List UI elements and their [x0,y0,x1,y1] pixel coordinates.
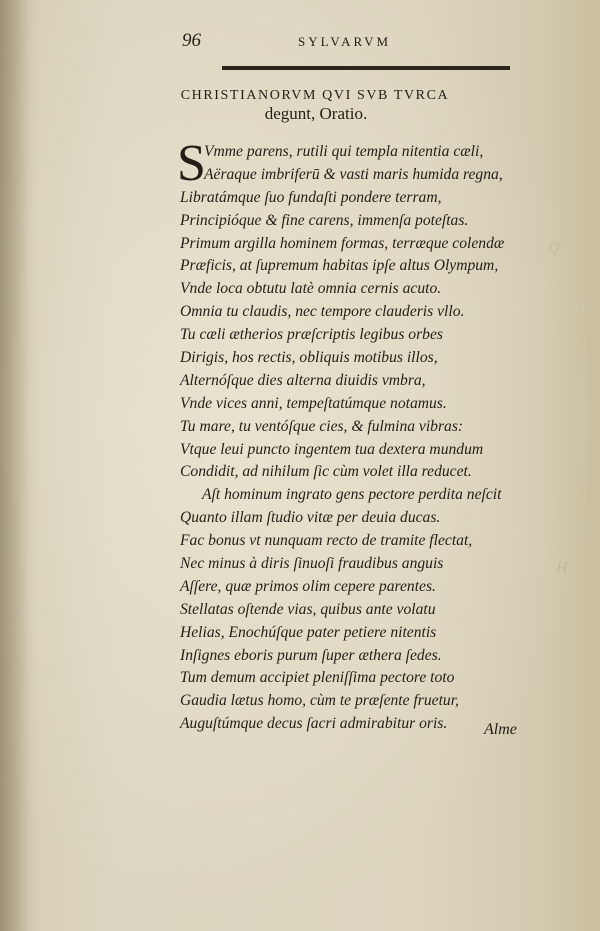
verse-line: Aſſere, quæ primos olim cepere parentes. [180,577,436,595]
verse-line: Helias, Enochúſque pater petiere nitentis [180,623,437,641]
verse-line: Libratámque ſuo fundaſti pondere terram, [180,188,442,206]
verse-line: Omnia tu claudis, nec tempore clauderis vllo. [180,303,465,321]
verse-line: Auguſtúmque decus ſacri admirabitur oris. [180,715,448,733]
verse-line: Tu mare, tu ventóſque cies, & fulmina vibras: [180,417,464,435]
verse-line: Condidit, ad nihilum ſic cùm volet illa reducet. [180,463,472,481]
verse-line: Tum demum accipiet pleniſſima pectore toto [180,669,455,687]
verse-line: Gaudia lætus homo, cùm te præſente fruetur, [180,692,459,710]
dropcap-lines [180,141,540,187]
poem-body [177,135,540,736]
drop-capital: S [177,135,206,192]
show-through-text: H [556,560,568,577]
verse-line: Fac bonus vt nunquam recto de tramite flectat, [180,532,473,550]
show-through-text: Q [548,240,560,257]
verse-line: Dirigis, hos rectis, obliquis motibus illos, [180,349,438,367]
verse-line: Vmme parens, rutili qui templa nitentia cæli, [204,143,484,160]
verse-line: Inſignes eboris purum ſuper æthera ſedes. [180,646,442,664]
verse-line: Stellatas oſtende vias, quibus ante volatu [180,600,436,618]
verse-line: Vnde loca obtutu latè omnia cernis acuto. [180,280,442,298]
verse-line: Principióque & fine carens, immenſa poteſtas. [180,211,469,229]
verse-line: Vtque leui puncto ingentem tua dextera mundum [180,440,484,458]
gutter-shadow [0,0,30,931]
header-rule [222,66,510,70]
verse-line: Alternóſque dies alterna diuidis vmbra, [180,371,426,389]
verse-line: Quanto illam ſtudio vitæ per deuia ducas. [180,509,441,527]
poem-title: CHRISTIANORVM QVI SVB TVRCA [180,88,450,103]
verse-line-indented: Aſt hominum ingrato gens pectore perdita neſcit [202,486,502,504]
verse-line: Primum argilla hominem formas, terræque colendæ [180,234,505,252]
verse-line: Præficis, at ſupremum habitas ipſe altus Olympum, [180,257,499,275]
poem-subtitle: degunt, Oratio. [264,104,368,123]
verse-line: Nec minus à diris ſinuoſi fraudibus anguis [180,555,444,573]
page-header [0,30,600,70]
verse-line: Tu cæli ætherios præſcriptis legibus orbes [180,326,443,344]
page-number: 96 [182,30,201,51]
verse-line: Vnde vices anni, tempeſtatúmque notamus. [180,394,447,412]
verse-line: Aëraque imbriferū & vasti maris humida regna, [204,165,503,183]
running-head: SYLVARVM [298,34,392,49]
catchword: Alme [484,721,517,738]
